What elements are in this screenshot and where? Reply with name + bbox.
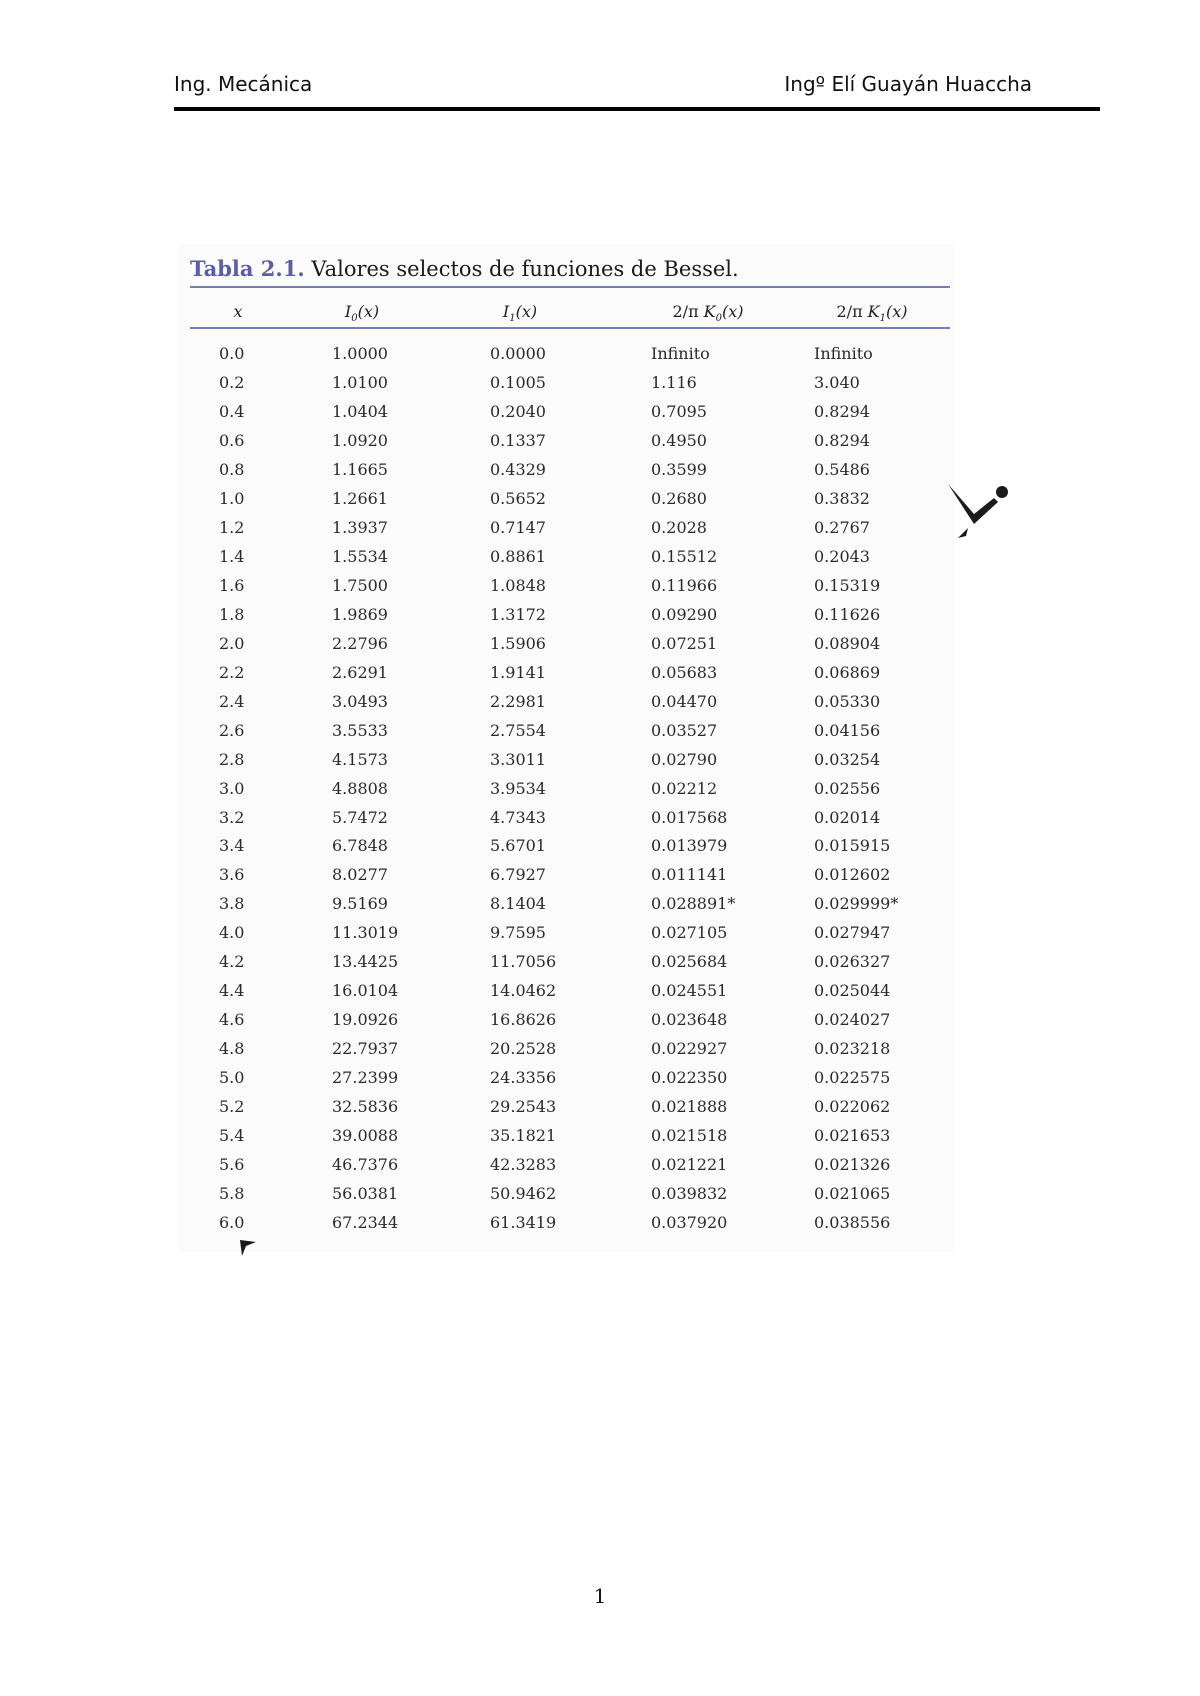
table-row [0, 1184, 1200, 1213]
table-cell: 1.0000 [332, 344, 388, 363]
table-cell: 14.0462 [490, 981, 557, 1001]
table-cell: 4.1573 [332, 749, 388, 769]
table-cell: 3.3011 [490, 749, 546, 769]
table-row [0, 981, 1200, 1010]
table-cell: 0.2040 [490, 401, 546, 421]
table-cell: 19.0926 [332, 1010, 399, 1030]
table-cell: 5.8 [219, 1184, 245, 1204]
table-cell: 0.1005 [490, 372, 546, 392]
table-cell: 3.040 [814, 372, 860, 392]
table-cell: 46.7376 [332, 1155, 399, 1175]
table-cell: 4.6 [219, 1010, 245, 1030]
table-cell: 8.0277 [332, 865, 388, 885]
table-cell: 1.8 [219, 604, 245, 624]
table-cell: 61.3419 [490, 1213, 557, 1233]
table-row [0, 460, 1200, 489]
table-cell: 0.04470 [651, 691, 718, 711]
table-row [0, 692, 1200, 721]
table-row [0, 779, 1200, 808]
table-cell: 16.8626 [490, 1010, 557, 1030]
table-cell: 0.4329 [490, 459, 546, 479]
table-row [0, 894, 1200, 923]
table-cell: 4.2 [219, 952, 245, 972]
table-cell: 5.0 [219, 1068, 245, 1088]
table-cell: 0.022575 [814, 1068, 891, 1088]
table-cell: 0.021888 [651, 1097, 728, 1117]
table-cell: 1.116 [651, 372, 697, 392]
table-row [0, 344, 1200, 373]
column-header-i0: $I_0(x)$ [344, 302, 380, 325]
table-cell: 3.6 [219, 865, 245, 885]
table-cell: 1.3937 [332, 517, 388, 537]
table-cell: 1.0100 [332, 372, 388, 392]
table-cell: 0.039832 [651, 1184, 728, 1204]
table-cell: 0.024027 [814, 1010, 891, 1030]
table-cell: 2.2981 [490, 691, 546, 711]
table-row [0, 1097, 1200, 1126]
table-row [0, 721, 1200, 750]
table-cell: 0.02556 [814, 778, 881, 798]
table-cell: 0.06869 [814, 662, 881, 682]
table-cell: 0.3599 [651, 459, 707, 479]
header-author: Ingº Elí Guayán Huaccha [784, 72, 1032, 96]
table-body [0, 344, 1200, 1242]
table-cell: 3.5533 [332, 720, 388, 740]
table-row [0, 1213, 1200, 1242]
table-cell: 0.015915 [814, 836, 891, 856]
table-cell: 0.15512 [651, 546, 718, 566]
table-cell: 56.0381 [332, 1184, 399, 1204]
table-cell: 6.0 [219, 1213, 245, 1233]
header-rule [174, 107, 1100, 111]
table-cell: 2.2 [219, 662, 245, 682]
table-cell: 4.0 [219, 923, 245, 943]
table-row [0, 489, 1200, 518]
table-cell: 1.0 [219, 488, 245, 508]
table-cell: 0.029999* [814, 894, 899, 914]
table-cell: 67.2344 [332, 1213, 399, 1233]
table-cell: 0.15319 [814, 575, 881, 595]
table-row [0, 836, 1200, 865]
table-caption-text: Valores selectos de funciones de Bessel. [311, 257, 739, 281]
column-header-k0: 2/π $K_0(x)$ [672, 302, 744, 325]
table-cell: 2.4 [219, 691, 245, 711]
table-row [0, 865, 1200, 894]
table-cell: 0.3832 [814, 488, 870, 508]
table-caption-label: Tabla 2.1. [190, 256, 305, 281]
table-cell: 1.7500 [332, 575, 388, 595]
table-cell: 0.024551 [651, 981, 728, 1001]
table-cell: 2.6 [219, 720, 245, 740]
table-cell: 35.1821 [490, 1126, 557, 1146]
table-cell: 2.0 [219, 633, 245, 653]
table-cell: 0.5486 [814, 459, 870, 479]
table-cell: 3.0493 [332, 691, 388, 711]
table-cell: 0.021518 [651, 1126, 728, 1146]
table-row [0, 518, 1200, 547]
table-cell: 0.11626 [814, 604, 881, 624]
table-cell: 0.012602 [814, 865, 891, 885]
table-row [0, 547, 1200, 576]
table-cell: 42.3283 [490, 1155, 557, 1175]
table-row [0, 952, 1200, 981]
table-cell: 1.2 [219, 517, 245, 537]
table-cell: 0.038556 [814, 1213, 891, 1233]
table-cell: 0.03254 [814, 749, 881, 769]
table-cell: 0.02014 [814, 807, 881, 827]
table-cell: 8.1404 [490, 894, 546, 914]
table-cell: 0.07251 [651, 633, 718, 653]
table-cell: 0.028891* [651, 894, 736, 914]
table-cell: 3.4 [219, 836, 245, 856]
table-cell: 3.2 [219, 807, 245, 827]
table-cell: 2.2796 [332, 633, 388, 653]
table-cell: 9.5169 [332, 894, 388, 914]
table-cell: 0.011141 [651, 865, 728, 885]
table-cell: 1.3172 [490, 604, 546, 624]
column-header-k1: 2/π $K_1(x)$ [836, 302, 908, 325]
table-row [0, 402, 1200, 431]
table-cell: 0.023648 [651, 1010, 728, 1030]
table-cell: 0.017568 [651, 807, 728, 827]
table-cell: 0.021221 [651, 1155, 728, 1175]
table-cell: 1.5906 [490, 633, 546, 653]
table-cell: 4.8808 [332, 778, 388, 798]
table-cell: 0.02790 [651, 749, 718, 769]
table-cell: 0.09290 [651, 604, 718, 624]
table-cell: 1.4 [219, 546, 245, 566]
table-cell: 1.0404 [332, 401, 388, 421]
table-cell: 1.1665 [332, 459, 388, 479]
table-cell: 22.7937 [332, 1039, 399, 1059]
table-row [0, 1039, 1200, 1068]
table-row [0, 373, 1200, 402]
table-cell: 0.021065 [814, 1184, 891, 1204]
table-cell: 0.4 [219, 401, 245, 421]
table-row [0, 1010, 1200, 1039]
table-cell: 0.2028 [651, 517, 707, 537]
table-cell: 0.023218 [814, 1039, 891, 1059]
column-header-x: x [233, 302, 243, 321]
table-row [0, 1068, 1200, 1097]
table-cell: 24.3356 [490, 1068, 557, 1088]
table-cell: 0.4950 [651, 430, 707, 450]
table-row [0, 1126, 1200, 1155]
table-cell: 0.03527 [651, 720, 718, 740]
table-cell: 2.8 [219, 749, 245, 769]
table-top-rule [190, 286, 950, 288]
table-cell: 0.6 [219, 430, 245, 450]
table-row [0, 634, 1200, 663]
table-cell: 3.8 [219, 894, 245, 914]
table-cell: 0.08904 [814, 633, 881, 653]
table-cell: 0.05330 [814, 691, 881, 711]
column-header-i1: $I_1(x)$ [502, 302, 538, 325]
table-cell: 0.026327 [814, 952, 891, 972]
table-row [0, 576, 1200, 605]
table-row [0, 663, 1200, 692]
table-cell: 0.021653 [814, 1126, 891, 1146]
table-cell: 0.022062 [814, 1097, 891, 1117]
table-cell: 0.04156 [814, 720, 881, 740]
table-cell: 1.0920 [332, 430, 388, 450]
table-cell: 0.7095 [651, 401, 707, 421]
table-row [0, 923, 1200, 952]
table-row [0, 750, 1200, 779]
table-cell: 0.027105 [651, 923, 728, 943]
header-course: Ing. Mecánica [174, 72, 313, 96]
table-cell: 0.2767 [814, 517, 870, 537]
table-cell: 5.4 [219, 1126, 245, 1146]
scan-artifact-mark [238, 1238, 258, 1258]
table-caption [190, 256, 739, 281]
table-cell: 0.022350 [651, 1068, 728, 1088]
table-cell: 5.2 [219, 1097, 245, 1117]
table-cell: 0.1337 [490, 430, 546, 450]
table-cell: 1.5534 [332, 546, 388, 566]
table-cell: 0.0000 [490, 344, 546, 363]
table-cell: 13.4425 [332, 952, 399, 972]
table-cell: 0.2680 [651, 488, 707, 508]
table-row [0, 431, 1200, 460]
table-cell: 0.8861 [490, 546, 546, 566]
table-cell: 2.6291 [332, 662, 388, 682]
table-cell: 5.6701 [490, 836, 546, 856]
page-number: 1 [593, 1584, 607, 1608]
table-cell: 6.7927 [490, 865, 546, 885]
table-cell: 1.0848 [490, 575, 546, 595]
table-cell: 3.9534 [490, 778, 546, 798]
table-cell: 4.4 [219, 981, 245, 1001]
table-cell: 0.037920 [651, 1213, 728, 1233]
table-cell: 3.0 [219, 778, 245, 798]
table-cell: 32.5836 [332, 1097, 399, 1117]
table-cell: 0.05683 [651, 662, 718, 682]
table-cell: Infinito [651, 344, 710, 363]
table-row [0, 605, 1200, 634]
scan-artifact-mark [944, 480, 1014, 560]
table-cell: 5.7472 [332, 807, 388, 827]
table-cell: 6.7848 [332, 836, 388, 856]
table-cell: 5.6 [219, 1155, 245, 1175]
table-cell: 0.5652 [490, 488, 546, 508]
table-cell: 11.3019 [332, 923, 399, 943]
table-cell: 39.0088 [332, 1126, 399, 1146]
table-cell: 4.8 [219, 1039, 245, 1059]
table-cell: 27.2399 [332, 1068, 399, 1088]
table-cell: 1.9141 [490, 662, 546, 682]
table-cell: 0.7147 [490, 517, 546, 537]
table-cell: 0.025044 [814, 981, 891, 1001]
table-cell: 9.7595 [490, 923, 546, 943]
table-row [0, 1155, 1200, 1184]
table-cell: 0.022927 [651, 1039, 728, 1059]
table-cell: 0.0 [219, 344, 245, 363]
table-cell: 0.2 [219, 372, 245, 392]
table-cell: 2.7554 [490, 720, 546, 740]
table-cell: 0.8 [219, 459, 245, 479]
table-row [0, 808, 1200, 837]
table-cell: 16.0104 [332, 981, 399, 1001]
table-cell: 0.8294 [814, 430, 870, 450]
table-cell: Infinito [814, 344, 873, 363]
table-cell: 0.11966 [651, 575, 718, 595]
table-cell: 50.9462 [490, 1184, 557, 1204]
table-cell: 11.7056 [490, 952, 557, 972]
table-cell: 0.8294 [814, 401, 870, 421]
table-cell: 4.7343 [490, 807, 546, 827]
table-cell: 0.025684 [651, 952, 728, 972]
table-cell: 20.2528 [490, 1039, 557, 1059]
table-cell: 0.021326 [814, 1155, 891, 1175]
table-cell: 29.2543 [490, 1097, 557, 1117]
table-cell: 0.027947 [814, 923, 891, 943]
table-cell: 1.2661 [332, 488, 388, 508]
table-cell: 1.9869 [332, 604, 388, 624]
table-cell: 0.02212 [651, 778, 718, 798]
table-cell: 0.2043 [814, 546, 870, 566]
table-cell: 1.6 [219, 575, 245, 595]
table-header-rule [190, 327, 950, 329]
table-cell: 0.013979 [651, 836, 728, 856]
